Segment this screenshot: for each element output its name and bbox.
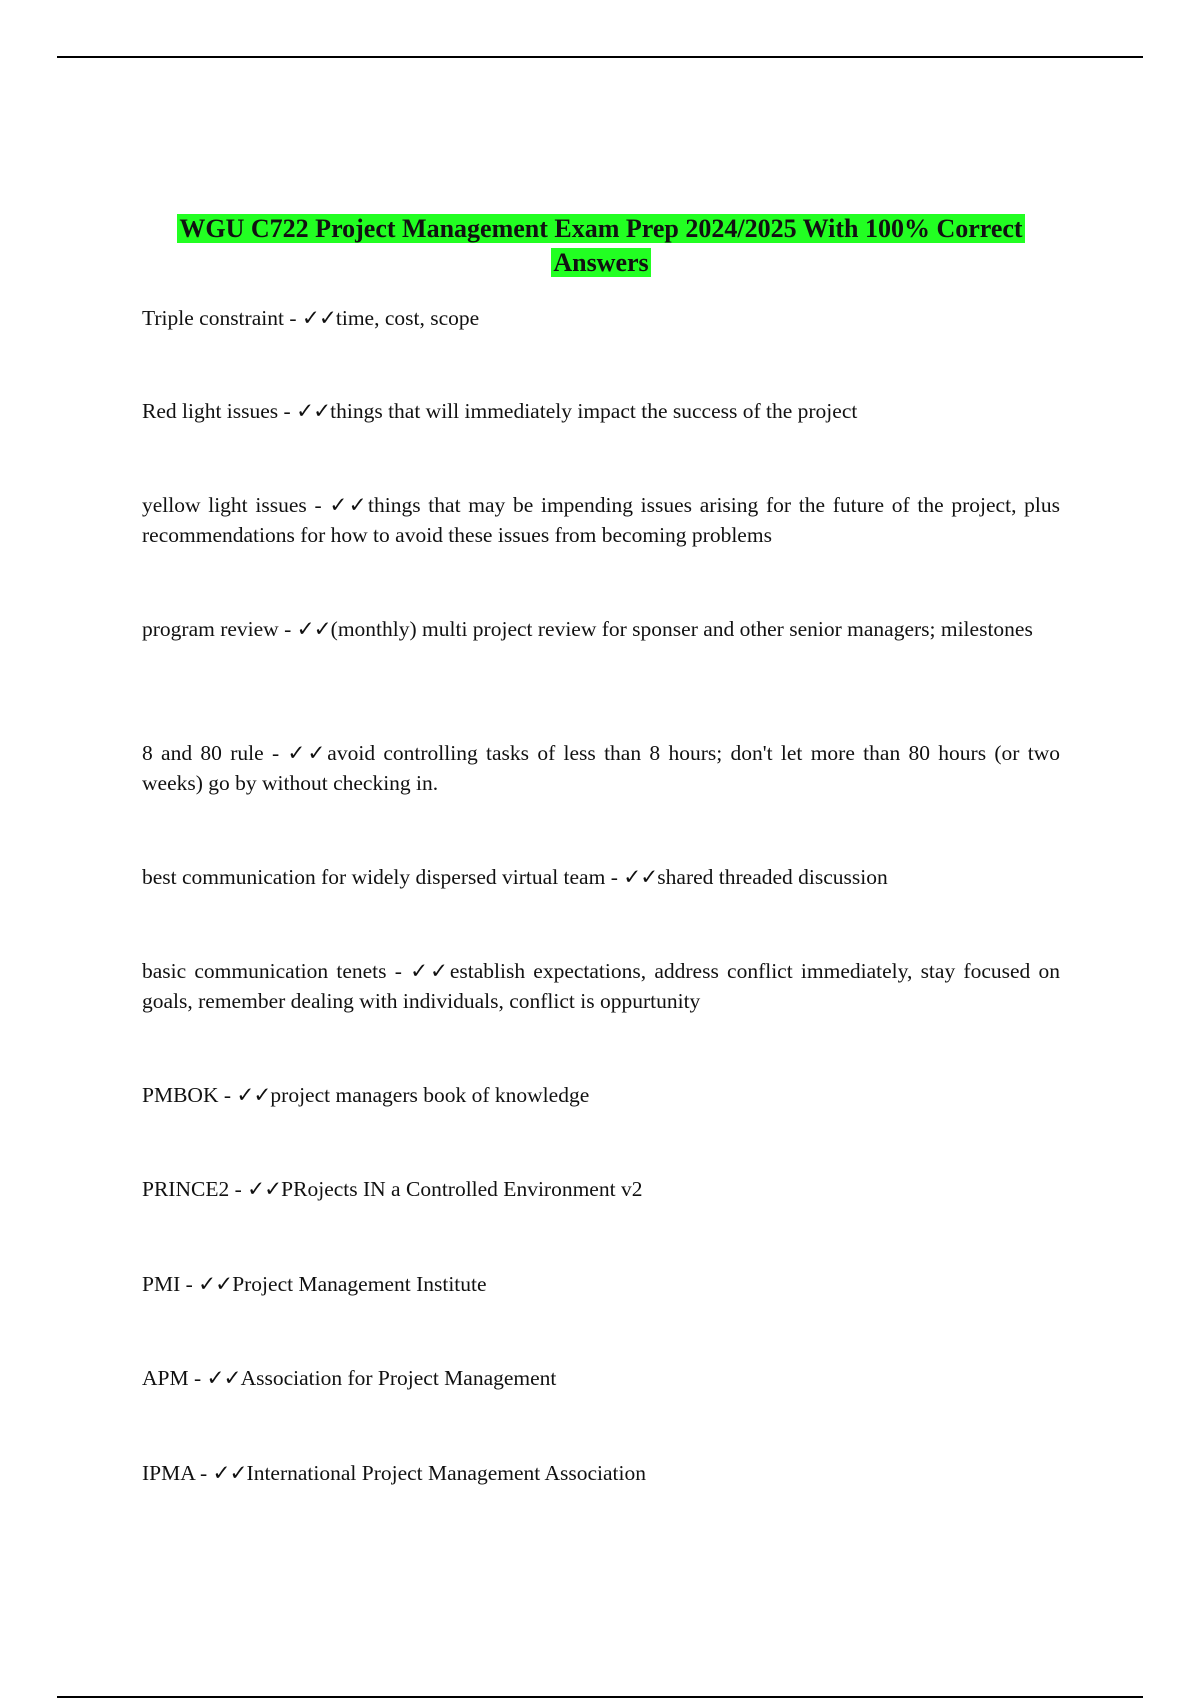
check-mark-icon: ✓✓ <box>329 493 369 517</box>
entry-separator: - <box>386 959 411 983</box>
check-mark-icon: ✓✓ <box>247 1177 282 1201</box>
qa-entry <box>142 1458 1060 1488</box>
entry-term: IPMA <box>142 1461 195 1485</box>
entry-separator: - <box>605 865 624 889</box>
entry-term: PMBOK <box>142 1083 219 1107</box>
qa-entry <box>142 956 1060 1016</box>
qa-entry <box>142 614 1060 644</box>
check-mark-icon: ✓✓ <box>212 1461 247 1485</box>
qa-entry <box>142 1174 1060 1204</box>
entry-answer: shared threaded discussion <box>657 865 888 889</box>
check-mark-icon: ✓✓ <box>623 865 658 889</box>
title-highlight: WGU C722 Project Management Exam Prep 2024/2025 With 100% Correct Answers <box>179 214 1023 277</box>
entry-term: PRINCE2 <box>142 1177 230 1201</box>
qa-entry <box>142 738 1060 798</box>
entry-answer: project managers book of knowledge <box>270 1083 590 1107</box>
entry-answer: things that will immediately impact the success of the project <box>330 399 858 423</box>
top-rule <box>57 56 1143 58</box>
check-mark-icon: ✓✓ <box>206 1366 241 1390</box>
entry-answer: PRojects IN a Controlled Environment v2 <box>281 1177 643 1201</box>
entry-answer: Project Management Institute <box>232 1272 487 1296</box>
entry-separator: - <box>180 1272 199 1296</box>
bottom-rule <box>57 1696 1143 1698</box>
entry-answer: International Project Management Association <box>246 1461 646 1485</box>
entry-separator: - <box>283 306 302 330</box>
entry-separator: - <box>194 1461 213 1485</box>
check-mark-icon: ✓✓ <box>296 399 331 423</box>
entry-term: APM <box>142 1366 189 1390</box>
entry-answer: avoid controlling tasks of less than 8 hours; don't let more than 80 hours (or two weeks) go by without checking in. <box>142 741 1060 795</box>
qa-entry <box>142 396 1060 426</box>
entry-separator: - <box>278 399 297 423</box>
document-title <box>142 212 1060 280</box>
entry-term: best communication for widely dispersed virtual team <box>142 865 606 889</box>
qa-entry <box>142 1363 1060 1393</box>
entry-separator: - <box>278 617 297 641</box>
entry-separator: - <box>263 741 288 765</box>
qa-entry <box>142 490 1060 550</box>
qa-entry <box>142 1080 1060 1110</box>
entry-separator: - <box>218 1083 237 1107</box>
entry-separator: - <box>306 493 330 517</box>
qa-entry <box>142 862 1060 892</box>
entry-term: PMI <box>142 1272 181 1296</box>
entry-term: basic communication tenets <box>142 959 387 983</box>
entry-term: 8 and 80 rule <box>142 741 264 765</box>
check-mark-icon: ✓✓ <box>236 1083 271 1107</box>
entry-separator: - <box>229 1177 248 1201</box>
entry-term: yellow light issues <box>142 493 307 517</box>
check-mark-icon: ✓✓ <box>301 306 336 330</box>
check-mark-icon: ✓✓ <box>287 741 328 765</box>
check-mark-icon: ✓✓ <box>296 617 331 641</box>
qa-entry <box>142 303 1060 333</box>
qa-entry <box>142 1269 1060 1299</box>
entry-answer: time, cost, scope <box>335 306 480 330</box>
entry-answer: things that may be impending issues arising for the future of the project, plus recommendations for how to avoid these issues from becoming problems <box>142 493 1060 547</box>
entry-term: Triple constraint <box>142 306 284 330</box>
entry-term: program review <box>142 617 279 641</box>
entry-answer: establish expectations, address conflict immediately, stay focused on goals, remember dealing with individuals, conflict is oppurtunity <box>142 959 1060 1013</box>
entry-term: Red light issues <box>142 399 279 423</box>
entry-answer: Association for Project Management <box>240 1366 557 1390</box>
check-mark-icon: ✓✓ <box>410 959 450 983</box>
entry-answer: (monthly) multi project review for sponser and other senior managers; milestones <box>330 617 1033 641</box>
check-mark-icon: ✓✓ <box>198 1272 233 1296</box>
entry-separator: - <box>188 1366 207 1390</box>
